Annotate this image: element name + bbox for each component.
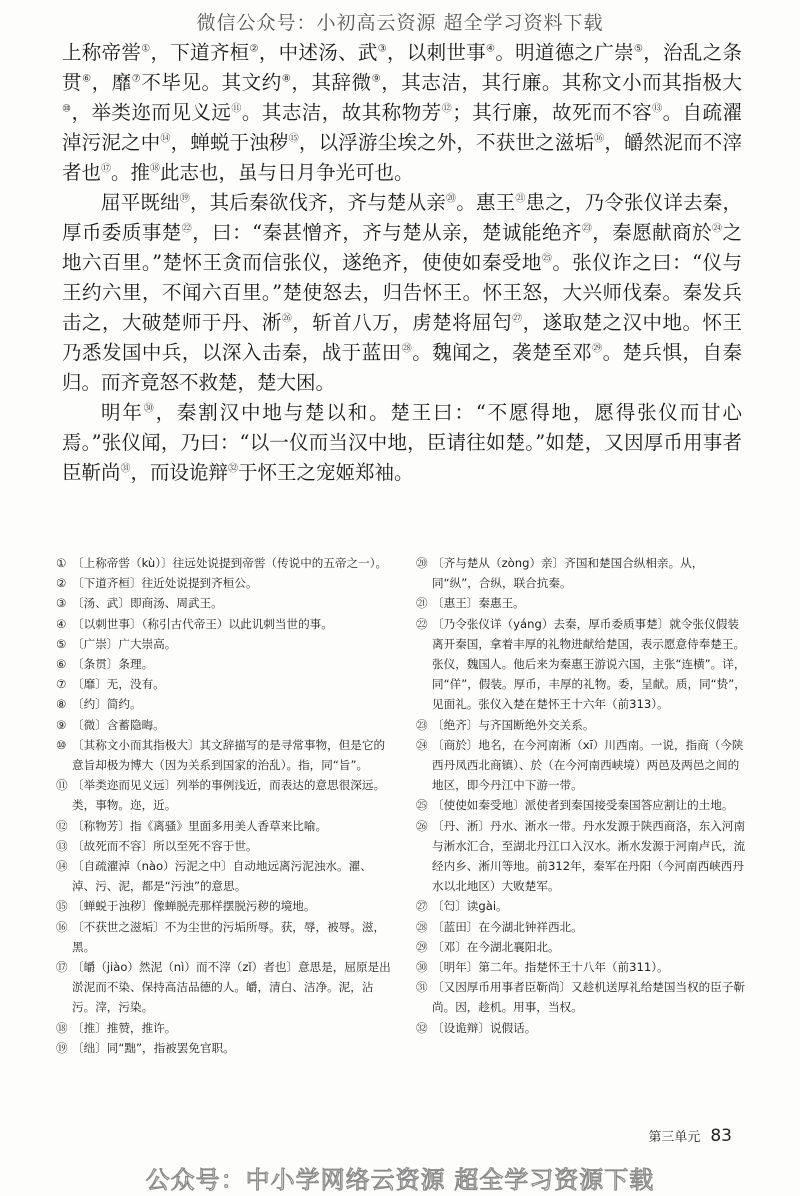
footnote-ref[interactable]: ㉓ (581, 223, 593, 235)
footnote-item (416, 917, 746, 937)
footnote-text: 〔以刺世事〕（称引古代帝王）以此讥刺当世的事。 (72, 616, 333, 631)
footnote-text: 〔商於〕地名，在今河南淅（xī）川西南。一说，指商（今陕西丹凤西北商镇）、於（在今河南西峡境）两邑及两邑之间的地区，即今丹江中下游一带。 (432, 737, 744, 793)
footnote-text: 〔皭（jiào）然泥（nì）而不滓（zǐ）者也〕意思是，屈原是出淤泥而不染、保持高洁品德的人。皭，清白、洁净。泥，沾污。滓，污染。 (72, 960, 391, 1015)
footnote-item (416, 715, 746, 735)
footnote-ref[interactable]: ⑤ (633, 43, 644, 55)
footnote-text: 〔微〕含蓄隐晦。 (72, 717, 165, 732)
footnote-text: 〔蝉蜕于浊秽〕像蝉脱壳那样摆脱污秽的境地。 (72, 899, 316, 914)
footnote-number: ⑦ (56, 677, 67, 692)
footnote-ref[interactable]: ⑫ (441, 103, 453, 115)
text-segment: 。张仪诈之曰：“仪与王约六里，不闻六百里。”楚使怒去，归告怀王。怀王怒，大兴师伐秦。秦发兵击之，大破楚师于丹、淅 (62, 251, 742, 334)
footnote-ref[interactable]: ⑬ (652, 103, 663, 115)
footnote-ref[interactable]: ⑦ (131, 73, 142, 85)
text-segment: 不毕见。其文约 (141, 71, 282, 94)
text-segment: 。其志洁，故其称物芳 (241, 101, 442, 124)
footnote-item (56, 553, 394, 573)
footnote-text: 〔靡〕无，没有。 (72, 677, 165, 692)
footnote-ref[interactable]: ① (141, 43, 151, 55)
footnote-item (56, 634, 394, 654)
footnote-item (56, 816, 394, 836)
text-segment: ，秦愿献商於 (592, 221, 713, 244)
text-segment: 。魏闻之，袭楚至邓 (412, 341, 593, 364)
footnotes (56, 553, 746, 1058)
footnote-number: ㉚ (416, 960, 428, 975)
footnote-number: ① (56, 556, 67, 570)
footnote-item (56, 836, 394, 856)
footnote-item (56, 775, 394, 815)
paragraph (62, 398, 742, 488)
footnote-text: 〔丹、淅〕丹水、淅水一带。丹水发源于陕西商洛，东入河南与淅水汇合，至湖北丹江口入汉水。淅水发源于河南卢氏，流经内乡、淅川等地。前312年，秦军在丹阳（今河南西峡西丹水以北地区）大败楚军。 (432, 818, 746, 894)
footnote-item (56, 856, 394, 896)
footnote-number: ㉘ (416, 919, 428, 934)
footnote-text: 〔称物芳〕指《离骚》里面多用美人香草来比喻。 (72, 818, 328, 833)
footnote-number: ㉒ (416, 616, 428, 631)
bottom-watermark: 公众号：中小学网络云资源 超全学习资源下载 (145, 1166, 655, 1194)
footnote-number: ⑲ (56, 1040, 68, 1055)
footnote-item (416, 593, 746, 613)
footnote-number: ⑪ (56, 778, 68, 793)
footnote-text: 〔匄〕读gài。 (432, 899, 508, 914)
footnote-ref[interactable]: ㉗ (512, 313, 523, 325)
footnote-item (416, 977, 746, 1017)
footnote-ref[interactable]: ㉛ (120, 463, 131, 475)
footnote-text: 〔使使如秦受地〕派使者到秦国接受秦国答应割让的土地。 (432, 798, 734, 813)
footnote-ref[interactable]: ⑩ (62, 103, 72, 115)
footnote-ref[interactable]: ⑮ (288, 133, 299, 145)
footnote-item (56, 1018, 394, 1038)
page-number: 83 (710, 1126, 732, 1146)
text-segment: 。楚兵惧，自秦归。而齐竟怒不救楚，楚大困。 (62, 341, 742, 394)
footnote-number: ② (56, 576, 67, 591)
footnote-text: 〔约〕简约。 (72, 697, 142, 712)
footnote-ref[interactable]: ㉙ (592, 343, 603, 355)
text-segment: ，以刺世事 (386, 41, 487, 64)
footnote-ref[interactable]: ④ (486, 43, 496, 55)
footnote-number: ⑰ (56, 960, 68, 975)
footnote-text: 〔绌〕同“黜”，指被罢免官职。 (72, 1040, 235, 1055)
footnote-ref[interactable]: ⑥ (82, 73, 92, 85)
footnote-ref[interactable]: ③ (377, 43, 387, 55)
text-segment: ，举类迩而见义远 (71, 101, 232, 124)
footnote-text: 〔齐与楚从（zòng）亲〕齐国和楚国合纵相亲。从，同“纵”，合纵，联合抗秦。 (432, 556, 704, 591)
text-segment: ，而设诡辩 (130, 461, 229, 484)
footnote-number: ⑬ (56, 838, 68, 853)
text-segment: 。自疏濯淖污泥之中 (62, 101, 743, 154)
footnote-number: ④ (56, 616, 67, 631)
footnote-ref[interactable]: ⑧ (281, 73, 292, 85)
footnote-item (56, 654, 394, 674)
footnote-ref[interactable]: ⑯ (594, 133, 605, 145)
footnote-ref[interactable]: ⑲ (179, 193, 190, 205)
footnote-item (56, 735, 394, 775)
text-segment: 之地六百里。”楚怀王贪而信张仪，遂绝齐，使使如秦受地 (62, 221, 743, 274)
footnote-text: 〔汤、武〕即商汤、周武王。 (72, 596, 223, 611)
text-segment: 明年 (101, 401, 144, 424)
footnote-item (416, 735, 746, 796)
footnote-text: 〔绝齐〕与齐国断绝外交关系。 (432, 717, 595, 732)
footnote-item (416, 896, 746, 916)
footnote-ref[interactable]: ㉒ (181, 223, 193, 235)
footnote-text: 〔故死而不容〕所以至死不容于世。 (72, 838, 258, 853)
footnote-number: ⑫ (56, 818, 68, 833)
footnote-ref[interactable]: ⑪ (231, 103, 242, 115)
footnote-text: 〔蓝田〕在今湖北钟祥西北。 (432, 919, 583, 934)
footnote-ref[interactable]: ⑱ (150, 163, 161, 175)
footnote-item (416, 1018, 746, 1038)
footnote-item (56, 593, 394, 613)
footnote-text: 〔又因厚币用事者臣靳尚〕又趁机送厚礼给楚国当权的臣子靳尚。因，趁机。用事，当权。 (432, 980, 746, 1015)
footnote-text: 〔邓〕在今湖北襄阳北。 (432, 939, 560, 954)
footnote-number: ㉜ (416, 1020, 428, 1035)
footnote-text: 〔举类迩而见义远〕列举的事例浅近，而表达的意思很深远。类，事物。迩，近。 (72, 778, 386, 813)
text-segment: ，以浮游尘埃之外，不获世之滋垢 (298, 131, 595, 154)
footnotes-left-column (56, 553, 394, 1058)
text-segment: 屈平既绌 (101, 191, 180, 214)
text-segment: ；其行廉，故死而不容 (452, 101, 653, 124)
footnote-ref[interactable]: ㉖ (281, 313, 293, 325)
text-segment: ，曰：“秦甚憎齐，齐与楚从亲，楚诚能绝齐 (192, 221, 582, 244)
footnote-text: 〔惠王〕秦惠王。 (432, 596, 525, 611)
footnote-item (56, 694, 394, 714)
footnote-number: ㉗ (416, 899, 428, 914)
footnote-text: 〔设诡辩〕说假话。 (432, 1020, 537, 1035)
footnote-item (416, 957, 746, 977)
footnote-ref[interactable]: ⑭ (160, 133, 171, 145)
footnote-number: ㉛ (416, 980, 428, 995)
footnotes-right-column (416, 553, 746, 1058)
text-segment: ，靡 (91, 71, 132, 94)
text-segment: 。明道德之广崇 (495, 41, 634, 64)
footnote-ref[interactable]: ㉕ (541, 253, 553, 265)
footnote-item (416, 614, 746, 715)
footnote-text: 〔推〕推赞，推许。 (72, 1020, 177, 1035)
footnote-text: 〔自疏濯淖（nào）污泥之中〕自动地远离污泥浊水。濯、淖、污、泥，都是“污浊”的意思。 (72, 859, 372, 894)
footnote-item (56, 957, 394, 1018)
footnote-text: 〔广崇〕广大崇高。 (72, 636, 177, 651)
footnote-item (56, 896, 394, 916)
footnote-item (56, 614, 394, 634)
text-segment: ，其辞微 (291, 71, 372, 94)
footnote-number: ㉖ (416, 818, 428, 833)
footnote-number: ㉑ (416, 596, 428, 611)
paragraph (62, 38, 742, 188)
footnote-number: ③ (56, 596, 67, 611)
text-segment: ，其后秦欲伐齐，齐与楚从亲 (189, 191, 447, 214)
footnote-number: ⑨ (56, 717, 67, 732)
footnote-text: 〔其称文小而其指极大〕其文辞描写的是寻常事物，但是它的意旨却极为博大（因为关系到国家的治乱）。指，同“旨”。 (72, 737, 386, 773)
footnote-ref[interactable]: ㉘ (401, 343, 413, 355)
footnote-item (416, 816, 746, 897)
footnote-text: 〔明年〕第二年。指楚怀王十八年（前311）。 (432, 960, 669, 975)
footnote-number: ⑥ (56, 657, 67, 672)
footnote-ref[interactable]: ㉚ (143, 403, 156, 415)
main-text (62, 38, 742, 488)
footnote-ref[interactable]: ㉜ (228, 463, 239, 475)
footnote-item (56, 573, 394, 593)
footnote-text: 〔不获世之滋垢〕不为尘世的污垢所辱。获，辱，被辱。滋，黑。 (72, 919, 386, 954)
top-watermark-banner: 微信公众号：小初高云资源 超全学习资料下载 (196, 12, 604, 34)
text-segment: ，下道齐桓 (150, 41, 250, 64)
footnote-number: ⑯ (56, 919, 68, 934)
footnote-item (56, 715, 394, 735)
footnote-ref[interactable]: ㉑ (515, 193, 526, 205)
footnote-number: ⑤ (56, 636, 67, 651)
footnote-item (416, 795, 746, 815)
footnote-number: ⑭ (56, 859, 68, 874)
footnote-number: ⑳ (416, 556, 428, 570)
footnote-number: ⑱ (56, 1020, 68, 1035)
footnote-item (416, 937, 746, 957)
text-segment: ，蝉蜕于浊秽 (170, 131, 289, 154)
footnote-number: ⑧ (56, 697, 67, 712)
footnote-item (416, 553, 746, 593)
footnote-item (56, 917, 394, 957)
text-segment: ，秦割汉中地与楚以和。楚王曰：“不愿得地，愿得张仪而甘心焉。”张仪闻，乃曰：“以一仪而当汉中地，臣请往如楚。”如楚，又因厚币用事者臣靳尚 (62, 401, 742, 484)
footnote-text: 〔下道齐桓〕往近处说提到齐桓公。 (72, 576, 258, 591)
footnote-number: ㉓ (416, 717, 428, 732)
text-segment: ，斩首八万，虏楚将屈匄 (292, 311, 513, 334)
text-segment: ，治乱之条贯 (62, 41, 742, 94)
text-segment: 。惠王 (456, 191, 516, 214)
text-segment: ，其志洁，其行廉。其称文小而其指极大 (381, 71, 742, 94)
footnote-ref[interactable]: ② (249, 43, 259, 55)
text-segment: ，遂取楚之汉中地。怀王乃悉发国中兵，以深入击秦，战于蓝田 (62, 311, 742, 364)
text-segment: 上称帝喾 (62, 41, 142, 64)
text-segment: 此志也，虽与日月争光可也。 (160, 161, 414, 184)
footnote-item (56, 1038, 394, 1058)
footnote-text: 〔条贯〕条理。 (72, 657, 154, 672)
paragraph (62, 188, 742, 398)
page-footer (648, 1126, 732, 1146)
text-segment: 。推 (111, 161, 151, 184)
footnote-number: ⑮ (56, 899, 68, 914)
footnote-number: ㉕ (416, 798, 428, 813)
text-segment: ，皭然泥而不滓者也 (62, 131, 742, 184)
footnote-ref[interactable]: ⑳ (446, 193, 457, 205)
text-segment: 于怀王之宠姬郑袖。 (238, 461, 414, 484)
footnote-text: 〔乃令张仪详（yáng）去秦，厚币委质事楚〕就令张仪假装离开秦国，拿着丰厚的礼物进献给楚国，表示愿意侍奉楚王。张仪，魏国人。他后来为秦惠王游说六国，主张“连横”。详，同“佯”，假装。厚币，丰厚的礼物。委，呈献。质，同“贽”，见面礼。张仪入楚在楚怀王十六年（前313）。 (432, 616, 746, 712)
footnote-ref[interactable]: ⑰ (101, 163, 112, 175)
text-segment: ，中述汤、武 (258, 41, 378, 64)
text-segment: 患之，乃令张仪详去秦，厚币委质事楚 (62, 191, 742, 244)
footnote-text: 〔上称帝喾（kù）〕往远处说提到帝喾（传说中的五帝之一）。 (72, 556, 388, 570)
footnote-number: ㉔ (416, 737, 428, 752)
footnote-number: ⑩ (56, 737, 67, 752)
unit-label: 第三单元 (648, 1130, 701, 1145)
footnote-ref[interactable]: ⑨ (371, 73, 382, 85)
footnote-ref[interactable]: ㉔ (712, 223, 723, 235)
footnote-number: ㉙ (416, 939, 428, 954)
footnote-item (56, 674, 394, 694)
